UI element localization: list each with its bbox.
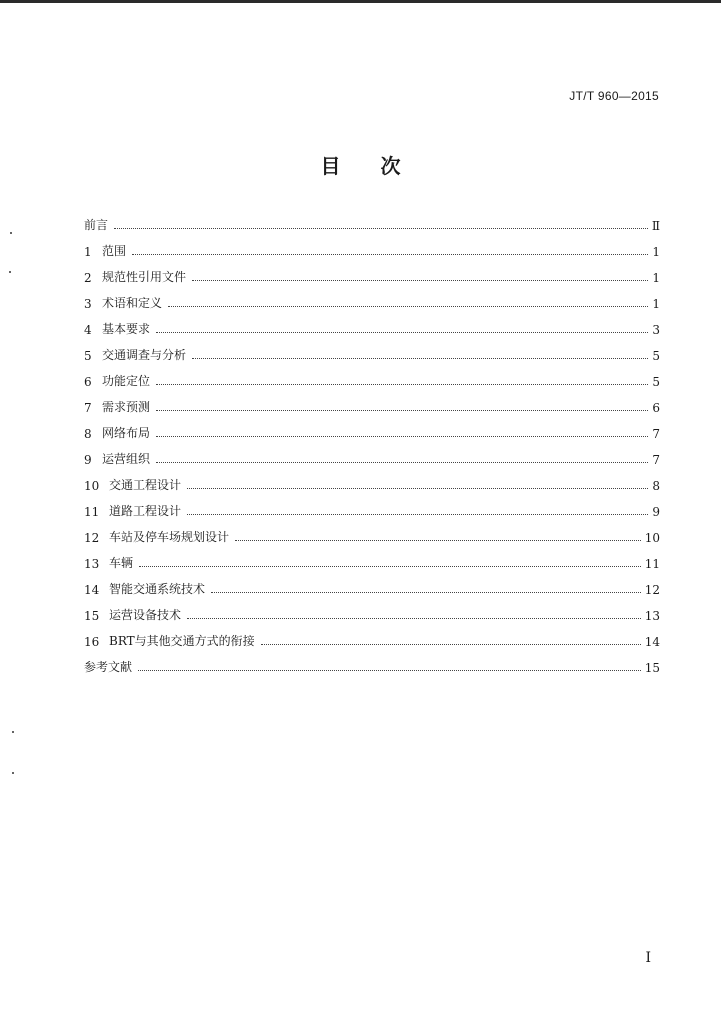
toc-entry-number: 5 (84, 349, 92, 363)
toc-entry-label: 道路工程设计 (109, 504, 182, 518)
toc-entry[interactable] (84, 597, 660, 623)
toc-entry-number: 9 (84, 453, 92, 467)
toc-entry-number: 13 (84, 557, 100, 571)
toc-dot-leader (132, 254, 648, 255)
document-code: JT/T 960—2015 (569, 89, 659, 103)
toc-entry-label: BRT与其他交通方式的衔接 (109, 634, 255, 648)
toc-dot-leader (156, 410, 648, 411)
toc-dot-leader (187, 618, 641, 619)
toc-entry-number: 10 (84, 479, 100, 493)
toc-entry-number: 3 (84, 297, 92, 311)
toc-entry-label: 功能定位 (102, 374, 151, 388)
toc-dot-leader (138, 670, 641, 671)
toc-entry-number: 16 (84, 635, 100, 649)
toc-entry-page: 15 (644, 661, 660, 675)
toc-dot-leader (187, 514, 648, 515)
toc-entry-number: 14 (84, 583, 100, 597)
toc-dot-leader (192, 280, 648, 281)
toc-dot-leader (168, 306, 648, 307)
toc-entry-label: 运营组织 (102, 452, 151, 466)
scan-speck (12, 772, 14, 774)
toc-entry-label: 网络布局 (102, 426, 151, 440)
toc-entry-number: 1 (84, 245, 92, 259)
toc-entry-page: 8 (652, 479, 660, 493)
toc-dot-leader (192, 358, 648, 359)
toc-entry[interactable] (84, 649, 660, 675)
toc-entry[interactable] (84, 545, 660, 571)
toc-entry-label: 需求预测 (102, 400, 151, 414)
toc-entry-label: 规范性引用文件 (102, 270, 187, 284)
scan-speck (9, 271, 11, 273)
toc-entry-number: 7 (84, 401, 92, 415)
toc-entry-number: 2 (84, 271, 92, 285)
toc-entry-label: 车辆 (109, 556, 134, 570)
toc-title (0, 150, 721, 179)
toc-dot-leader (235, 540, 641, 541)
toc-title-char-1: 目 (320, 154, 341, 178)
toc-entry-number: 6 (84, 375, 92, 389)
toc-entry-number: 12 (84, 531, 100, 545)
toc-entry-label: 基本要求 (102, 322, 151, 336)
toc-entry-page: 7 (652, 427, 660, 441)
toc-entry-page: 1 (652, 297, 660, 311)
toc-entry-page: 14 (644, 635, 660, 649)
toc-entry-label: 参考文献 (84, 660, 133, 674)
toc-entry-page: 1 (652, 245, 660, 259)
toc-entry[interactable] (84, 259, 660, 285)
toc-entry-page: 9 (652, 505, 660, 519)
toc-entry-label: 范围 (102, 244, 127, 258)
toc-entry-label: 车站及停车场规划设计 (109, 530, 230, 544)
toc-entry-number: 4 (84, 323, 92, 337)
toc-entry-page: Ⅱ (651, 219, 660, 233)
toc-entry[interactable] (84, 467, 660, 493)
toc-entry-page: 5 (652, 375, 660, 389)
toc-entry-page: 7 (652, 453, 660, 467)
toc-entry-number: 15 (84, 609, 100, 623)
toc-entry-label: 运营设备技术 (109, 608, 182, 622)
toc-entry-page: 10 (644, 531, 660, 545)
toc-entry-page: 1 (652, 271, 660, 285)
toc-entry[interactable] (84, 493, 660, 519)
toc-entry-page: 11 (644, 557, 660, 571)
toc-entry[interactable] (84, 389, 660, 415)
toc-entry[interactable] (84, 441, 660, 467)
toc-entry[interactable] (84, 207, 660, 233)
toc-entry[interactable] (84, 519, 660, 545)
toc-entry-number: 8 (84, 427, 92, 441)
toc-entry[interactable] (84, 571, 660, 597)
toc-dot-leader (156, 384, 648, 385)
toc-entry-page: 5 (652, 349, 660, 363)
toc-entry-label: 交通调查与分析 (102, 348, 187, 362)
toc-entry[interactable] (84, 623, 660, 649)
toc-dot-leader (156, 332, 648, 333)
toc-entry[interactable] (84, 285, 660, 311)
toc-dot-leader (156, 436, 648, 437)
toc-entry[interactable] (84, 233, 660, 259)
scan-speck (12, 731, 14, 733)
toc-entry-page: 12 (644, 583, 660, 597)
toc-entry-page: 6 (652, 401, 660, 415)
toc-entry-label: 智能交通系统技术 (109, 582, 206, 596)
toc-entry[interactable] (84, 363, 660, 389)
toc-dot-leader (156, 462, 648, 463)
toc-dot-leader (114, 228, 648, 229)
toc-entry-page: 3 (652, 323, 660, 337)
toc-entry-number: 11 (84, 505, 100, 519)
page-number: I (645, 950, 651, 966)
toc-title-char-2: 次 (380, 154, 401, 178)
toc-entry[interactable] (84, 311, 660, 337)
toc-entry[interactable] (84, 415, 660, 441)
scan-speck (10, 232, 12, 234)
toc-dot-leader (139, 566, 641, 567)
toc-entry[interactable] (84, 337, 660, 363)
toc-entry-label: 术语和定义 (102, 296, 163, 310)
table-of-contents (84, 207, 660, 675)
top-border-rule (0, 0, 721, 3)
toc-entry-label: 前言 (84, 218, 109, 232)
toc-dot-leader (261, 644, 641, 645)
toc-entry-label: 交通工程设计 (109, 478, 182, 492)
toc-entry-page: 13 (644, 609, 660, 623)
toc-dot-leader (187, 488, 648, 489)
toc-dot-leader (211, 592, 641, 593)
